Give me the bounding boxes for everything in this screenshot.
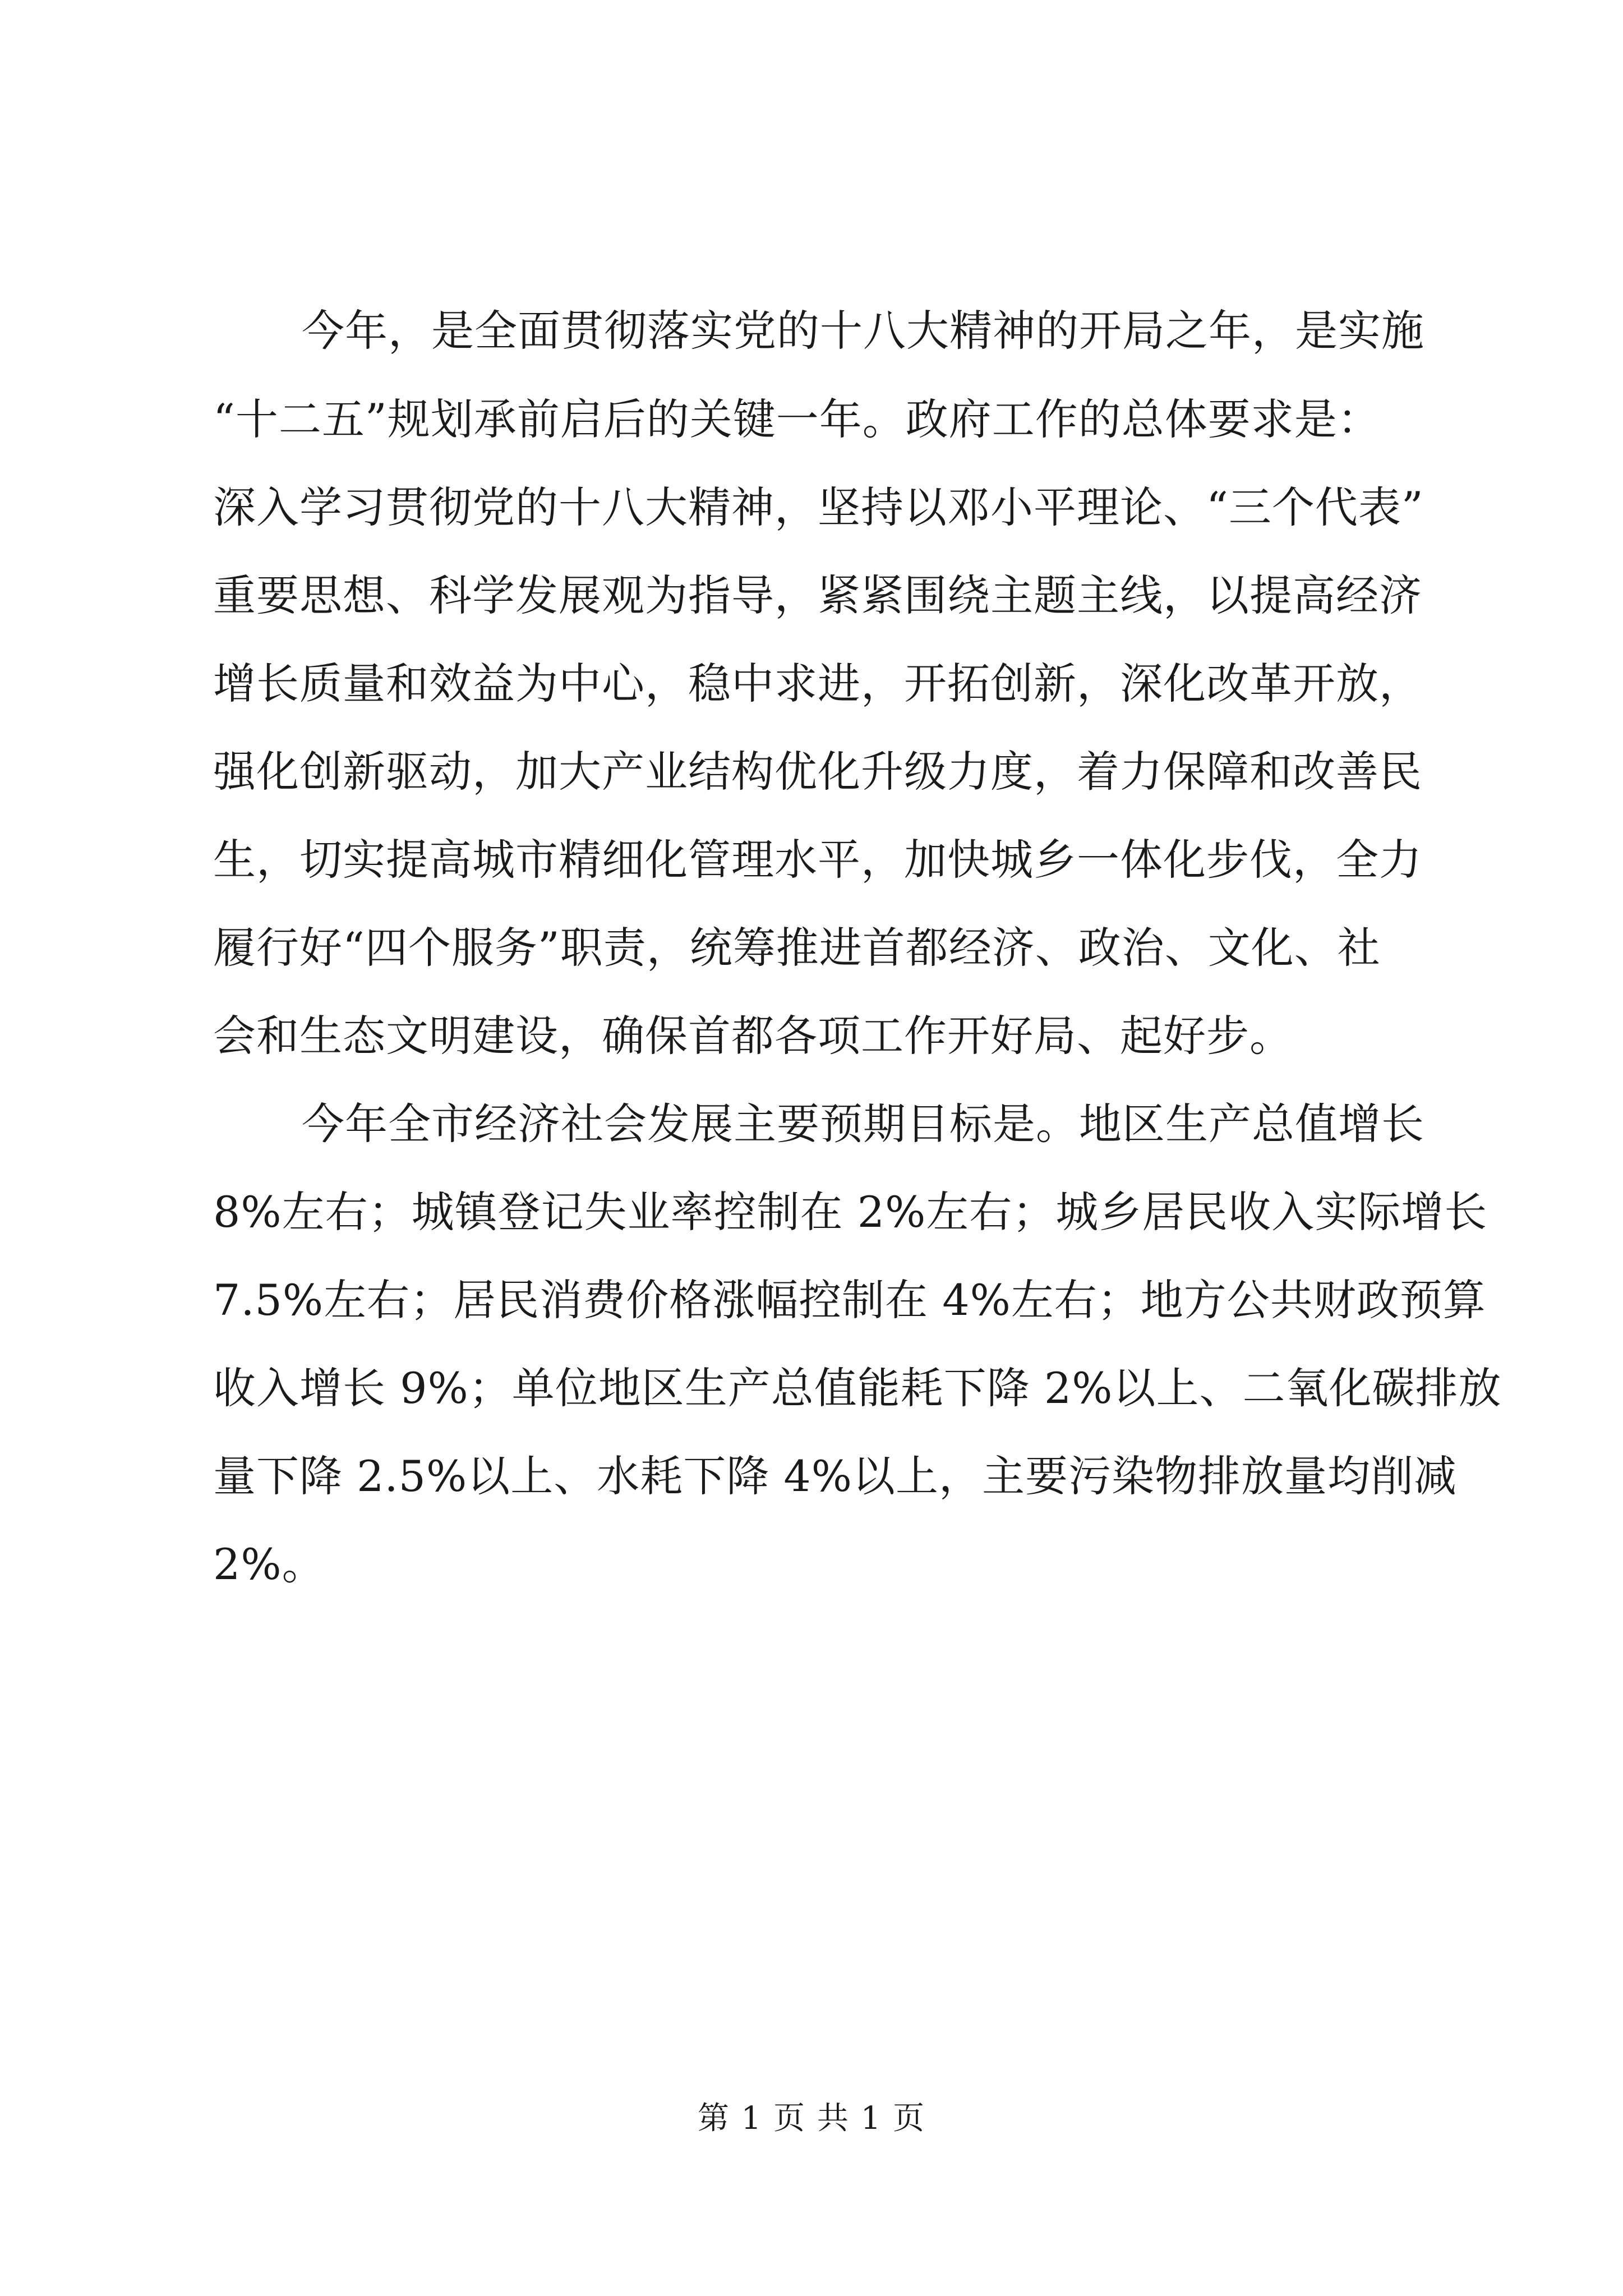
paragraph-2-line-1: 今年全市经济社会发展主要预期目标是。地区生产总值增长 bbox=[302, 1099, 1424, 1149]
page-footer: 第 1 页 共 1 页 bbox=[697, 2100, 926, 2137]
paragraph-1-line-3: 深入学习贯彻党的十八大精神，坚持以邓小平理论、“三个代表” bbox=[213, 482, 1424, 532]
paragraph-1-line-9: 会和生态文明建设，确保首都各项工作开好局、起好步。 bbox=[213, 1011, 1293, 1061]
paragraph-1-line-6: 强化创新驱动，加大产业结构优化升级力度，着力保障和改善民 bbox=[213, 747, 1422, 797]
paragraph-1-line-5: 增长质量和效益为中心，稳中求进，开拓创新，深化改革开放， bbox=[213, 659, 1422, 708]
paragraph-2-line-6: 2%。 bbox=[213, 1539, 325, 1589]
paragraph-2-line-2: 8%左右；城镇登记失业率控制在 2%左右；城乡居民收入实际增长 bbox=[213, 1187, 1488, 1237]
paragraph-1-line-1: 今年，是全面贯彻落实党的十八大精神的开局之年，是实施 bbox=[302, 306, 1424, 356]
paragraph-1-line-8: 履行好“四个服务”职责，统筹推进首都经济、政治、文化、社 bbox=[213, 923, 1381, 973]
paragraph-1-line-7: 生，切实提高城市精细化管理水平，加快城乡一体化步伐，全力 bbox=[213, 835, 1422, 885]
paragraph-2-line-3: 7.5%左右；居民消费价格涨幅控制在 4%左右；地方公共财政预算 bbox=[213, 1275, 1486, 1325]
paragraph-1-line-2: “十二五”规划承前启后的关键一年。政府工作的总体要求是： bbox=[213, 394, 1381, 444]
paragraph-1-line-4: 重要思想、科学发展观为指导，紧紧围绕主题主线，以提高经济 bbox=[213, 570, 1422, 620]
paragraph-2-line-4: 收入增长 9%；单位地区生产总值能耗下降 2%以上、二氧化碳排放 bbox=[213, 1363, 1502, 1413]
paragraph-2-line-5: 量下降 2.5%以上、水耗下降 4%以上，主要污染物排放量均削减 bbox=[213, 1451, 1457, 1501]
